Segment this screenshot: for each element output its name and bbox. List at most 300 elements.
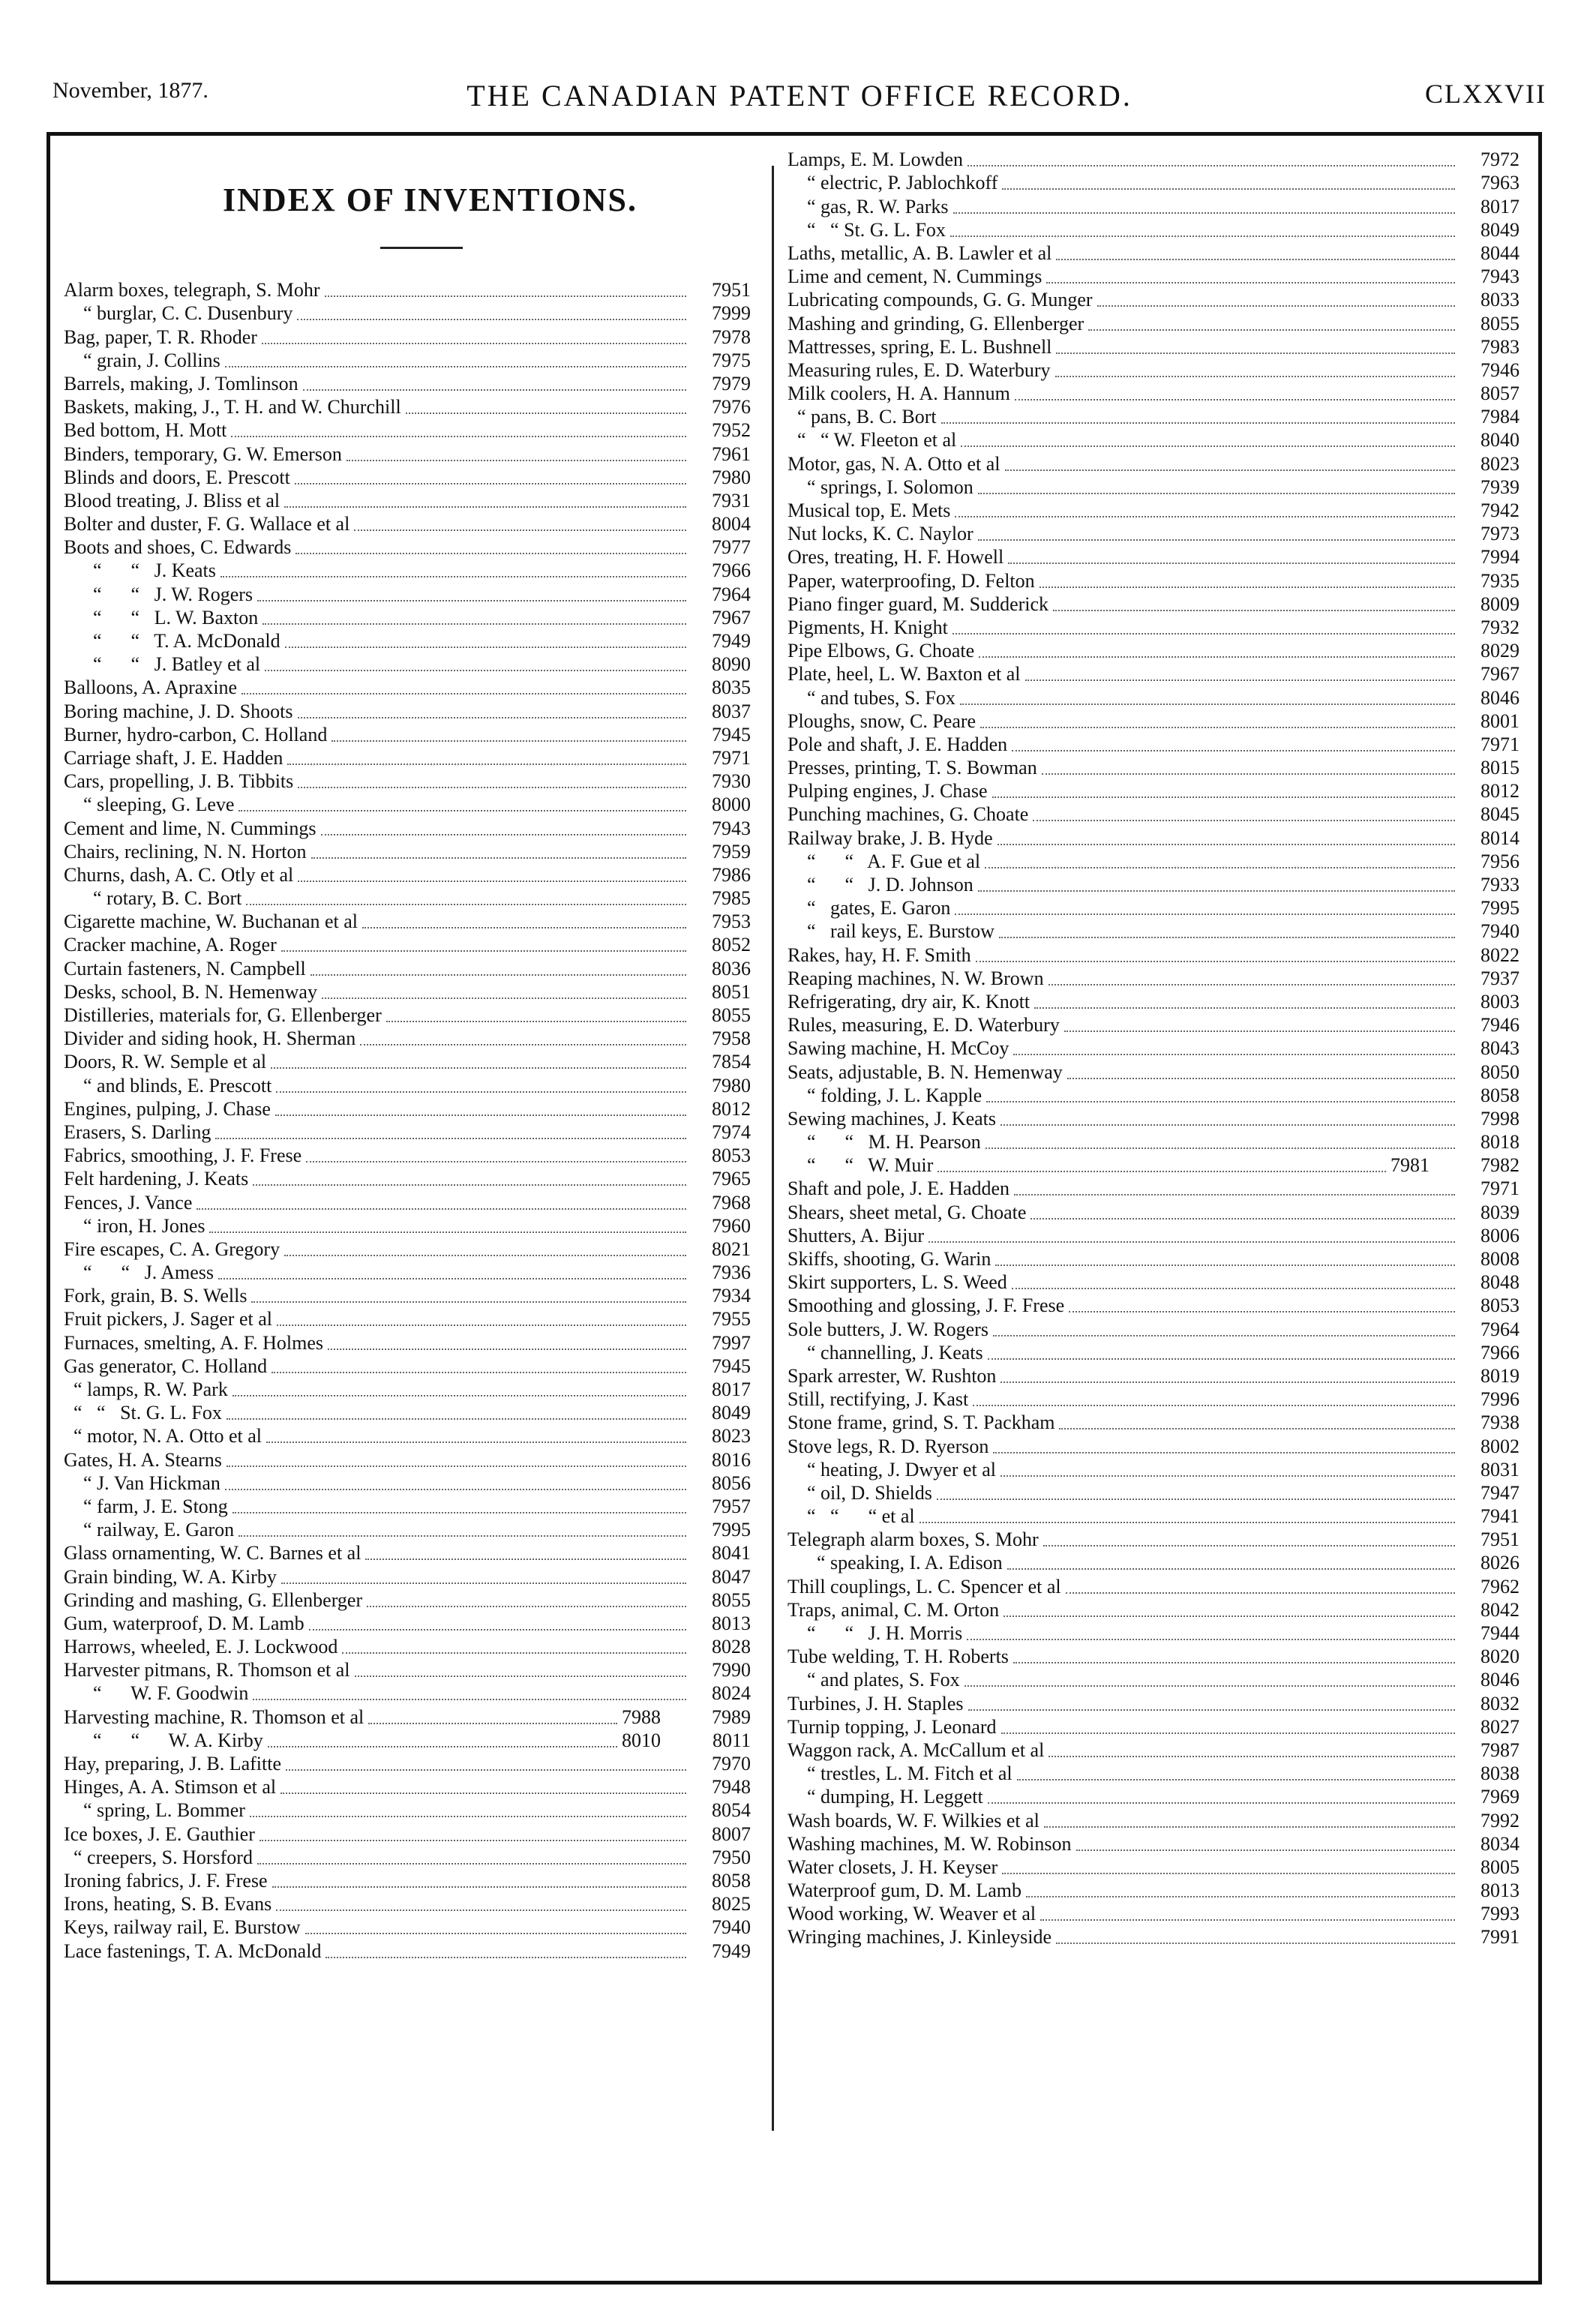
entry-text: “ “ W. Fleeton et al bbox=[788, 429, 957, 452]
entry-text: Wringing machines, J. Kinleyside bbox=[788, 1926, 1052, 1948]
entry-patent-number: 7996 bbox=[1480, 1388, 1520, 1411]
header-title: THE CANADIAN PATENT OFFICE RECORD. bbox=[466, 79, 1132, 112]
entry-text: Ores, treating, H. F. Howell bbox=[788, 546, 1004, 568]
entry-text: “ rotary, B. C. Bort bbox=[64, 887, 242, 910]
dot-leader bbox=[309, 1629, 686, 1630]
entry-text: Fabrics, smoothing, J. F. Frese bbox=[64, 1144, 302, 1167]
index-entry bbox=[788, 568, 1520, 592]
index-entry bbox=[788, 1925, 1520, 1948]
entry-text: “ J. Van Hickman bbox=[64, 1472, 220, 1494]
index-entry bbox=[788, 242, 1520, 265]
entry-text: “ and blinds, E. Prescott bbox=[64, 1074, 272, 1096]
dot-leader bbox=[1013, 1662, 1455, 1664]
entry-patent-number: 8026 bbox=[1480, 1552, 1520, 1574]
entry-patent-number: 7973 bbox=[1480, 523, 1520, 545]
entry-patent-number: 7943 bbox=[712, 817, 751, 839]
entry-patent-number: 7983 bbox=[1480, 335, 1520, 358]
entry-patent-number: 8036 bbox=[712, 957, 751, 980]
entry-text: Punching machines, G. Choate bbox=[788, 803, 1029, 826]
dot-leader bbox=[953, 212, 1456, 214]
index-entry bbox=[788, 1808, 1520, 1832]
index-entry bbox=[788, 1411, 1520, 1434]
dot-leader bbox=[285, 646, 686, 648]
entry-text: Harrows, wheeled, E. J. Lockwood bbox=[64, 1636, 338, 1658]
entry-text: Burner, hydro-carbon, C. Holland bbox=[64, 723, 328, 746]
entry-text: “ trestles, L. M. Fitch et al bbox=[788, 1762, 1012, 1785]
index-entry bbox=[64, 1144, 751, 1167]
dot-leader bbox=[980, 727, 1455, 728]
entry-patent-number: 7957 bbox=[712, 1495, 751, 1517]
entry-text: Skiffs, shooting, G. Warin bbox=[788, 1248, 992, 1270]
entry-text: “ “ St. G. L. Fox bbox=[64, 1402, 222, 1424]
dot-leader bbox=[978, 493, 1455, 494]
entry-text: Divider and siding hook, H. Sherman bbox=[64, 1028, 356, 1050]
entry-patent-number: 8008 bbox=[1480, 1248, 1520, 1270]
index-entry bbox=[788, 639, 1520, 662]
index-entry bbox=[64, 1892, 751, 1916]
entry-text: Still, rectifying, J. Kast bbox=[788, 1388, 969, 1411]
index-entry bbox=[788, 1622, 1520, 1645]
entry-patent-number: 8049 bbox=[712, 1402, 751, 1424]
index-title: INDEX OF INVENTIONS. bbox=[223, 182, 638, 218]
index-entry bbox=[64, 1424, 751, 1448]
dot-leader bbox=[1088, 329, 1455, 331]
entry-patent-number: 8003 bbox=[1480, 990, 1520, 1012]
index-entry bbox=[788, 1738, 1520, 1762]
right-entry-list bbox=[788, 148, 1520, 1948]
index-entry bbox=[64, 1027, 751, 1050]
entry-text: Tube welding, T. H. Roberts bbox=[788, 1646, 1009, 1668]
entry-patent-number: 8040 bbox=[1480, 429, 1520, 452]
index-entry bbox=[788, 1341, 1520, 1364]
dot-leader bbox=[209, 1232, 686, 1233]
entry-patent-number: 7945 bbox=[712, 723, 751, 746]
index-entry bbox=[788, 1481, 1520, 1504]
index-entry bbox=[788, 1294, 1520, 1317]
dot-leader bbox=[250, 1816, 686, 1817]
index-entry bbox=[64, 606, 751, 629]
entry-text: Spark arrester, W. Rushton bbox=[788, 1364, 997, 1387]
dot-leader bbox=[368, 1723, 617, 1724]
entry-patent-number: 7958 bbox=[712, 1028, 751, 1050]
dot-leader bbox=[251, 1301, 686, 1303]
dot-leader bbox=[367, 1606, 686, 1607]
entry-patent-number: 7932 bbox=[1480, 616, 1520, 638]
dot-leader bbox=[1066, 1592, 1455, 1594]
dot-leader bbox=[342, 1652, 686, 1654]
entry-patent-number: 8013 bbox=[1480, 1880, 1520, 1902]
dot-leader bbox=[1044, 1826, 1455, 1828]
dot-leader bbox=[260, 1840, 686, 1841]
dot-leader bbox=[310, 974, 686, 976]
index-entry bbox=[64, 1238, 751, 1261]
dot-leader bbox=[226, 1466, 686, 1467]
index-entry bbox=[788, 194, 1520, 218]
entry-patent-number: 8017 bbox=[1480, 195, 1520, 218]
entry-text: “ gas, R. W. Parks bbox=[788, 195, 949, 218]
dot-leader bbox=[295, 483, 686, 484]
entry-extra-number: 7981 bbox=[1390, 1154, 1430, 1177]
entry-patent-number: 8037 bbox=[712, 700, 751, 722]
dot-leader bbox=[1059, 1428, 1455, 1430]
index-entry bbox=[788, 1060, 1520, 1083]
entry-text: “ “ W. A. Kirby bbox=[64, 1729, 263, 1751]
entry-text: Sewing machines, J. Keats bbox=[788, 1107, 997, 1130]
dot-leader bbox=[246, 904, 686, 905]
dot-leader bbox=[253, 1184, 686, 1186]
dot-leader bbox=[1001, 1732, 1455, 1734]
entry-text: Rakes, hay, H. F. Smith bbox=[788, 944, 971, 966]
index-entry bbox=[788, 1200, 1520, 1223]
title-rule bbox=[380, 247, 463, 249]
index-entry bbox=[788, 802, 1520, 826]
entry-text: Pole and shaft, J. E. Hadden bbox=[788, 733, 1008, 755]
dot-leader bbox=[1056, 1942, 1455, 1944]
entry-text: “ folding, J. L. Kapple bbox=[788, 1084, 982, 1106]
entry-text: Fences, J. Vance bbox=[64, 1191, 193, 1214]
index-entry bbox=[64, 956, 751, 980]
index-entry bbox=[64, 1050, 751, 1073]
entry-text: “ grain, J. Collins bbox=[64, 349, 220, 371]
dot-leader bbox=[287, 764, 686, 765]
dot-leader bbox=[354, 530, 686, 531]
entry-text: Shutters, A. Bijur bbox=[788, 1224, 925, 1246]
index-entry bbox=[64, 536, 751, 559]
entry-text: Erasers, S. Darling bbox=[64, 1120, 212, 1143]
entry-patent-number: 7980 bbox=[712, 1074, 751, 1096]
dot-leader bbox=[1097, 305, 1455, 307]
entry-text: “ farm, J. E. Stong bbox=[64, 1495, 228, 1517]
entry-text: Lubricating compounds, G. G. Munger bbox=[788, 289, 1093, 311]
dot-leader bbox=[257, 1863, 686, 1864]
entry-text: “ and plates, S. Fox bbox=[788, 1669, 960, 1691]
entry-text: Sawing machine, H. McCoy bbox=[788, 1037, 1010, 1060]
entry-patent-number: 8025 bbox=[712, 1893, 751, 1916]
entry-text: Curtain fasteners, N. Campbell bbox=[64, 957, 306, 980]
index-entry bbox=[788, 311, 1520, 334]
entry-text: Lace fastenings, T. A. McDonald bbox=[64, 1940, 322, 1962]
entry-patent-number: 7948 bbox=[712, 1776, 751, 1798]
dot-leader bbox=[920, 1522, 1455, 1523]
index-entry bbox=[788, 1130, 1520, 1154]
entry-text: Waterproof gum, D. M. Lamb bbox=[788, 1880, 1022, 1902]
dot-leader bbox=[1048, 984, 1455, 986]
dot-leader bbox=[355, 1676, 686, 1677]
index-entry bbox=[788, 171, 1520, 194]
dot-leader bbox=[286, 1769, 686, 1771]
entry-patent-number: 7969 bbox=[1480, 1786, 1520, 1808]
index-entry bbox=[788, 1504, 1520, 1528]
dot-leader bbox=[1004, 1616, 1455, 1617]
entry-text: Wash boards, W. F. Wilkies et al bbox=[788, 1809, 1040, 1832]
entry-patent-number: 8050 bbox=[1480, 1060, 1520, 1083]
index-entry bbox=[788, 1668, 1520, 1691]
index-entry bbox=[64, 770, 751, 793]
entry-patent-number: 8048 bbox=[1480, 1271, 1520, 1294]
entry-text: Boots and shoes, C. Edwards bbox=[64, 536, 292, 559]
entry-text: “ “ T. A. McDonald bbox=[64, 630, 280, 652]
index-entry bbox=[788, 850, 1520, 873]
index-entry bbox=[788, 662, 1520, 686]
entry-patent-number: 7972 bbox=[1480, 148, 1520, 171]
dot-leader bbox=[1033, 820, 1455, 821]
index-entry bbox=[788, 1317, 1520, 1340]
entry-patent-number: 7989 bbox=[712, 1706, 751, 1728]
entry-text: Cement and lime, N. Cummings bbox=[64, 817, 316, 839]
index-entry bbox=[788, 148, 1520, 171]
entry-patent-number: 8039 bbox=[1480, 1201, 1520, 1223]
index-entry bbox=[788, 826, 1520, 849]
entry-patent-number: 8009 bbox=[1480, 592, 1520, 615]
dot-leader bbox=[276, 1091, 686, 1093]
index-entry bbox=[64, 1916, 751, 1939]
entry-text: Gas generator, C. Holland bbox=[64, 1354, 268, 1377]
dot-leader bbox=[1067, 1078, 1455, 1079]
dot-leader bbox=[1000, 1382, 1455, 1383]
index-entry bbox=[788, 335, 1520, 358]
index-entry bbox=[788, 1388, 1520, 1411]
index-entry bbox=[64, 1518, 751, 1541]
entry-patent-number: 8038 bbox=[1480, 1762, 1520, 1785]
entry-patent-number: 7949 bbox=[712, 630, 751, 652]
dot-leader bbox=[1042, 773, 1455, 775]
dot-leader bbox=[332, 740, 686, 742]
dot-leader bbox=[326, 1957, 686, 1958]
entry-text: Paper, waterproofing, D. Felton bbox=[788, 569, 1035, 592]
index-entry bbox=[64, 676, 751, 699]
entry-text: Bed bottom, H. Mott bbox=[64, 419, 227, 442]
entry-patent-number: 7935 bbox=[1480, 569, 1520, 592]
dot-leader bbox=[1025, 680, 1456, 681]
entry-patent-number: 8054 bbox=[712, 1799, 751, 1822]
entry-text: Ironing fabrics, J. F. Frese bbox=[64, 1869, 268, 1892]
index-entry bbox=[788, 428, 1520, 452]
dot-leader bbox=[1040, 586, 1455, 588]
entry-patent-number: 7939 bbox=[1480, 476, 1520, 498]
index-entry bbox=[64, 1004, 751, 1027]
entry-text: Ploughs, snow, C. Peare bbox=[788, 710, 976, 732]
dot-leader bbox=[964, 1685, 1455, 1687]
entry-text: Gum, waterproof, D. M. Lamb bbox=[64, 1612, 304, 1634]
entry-patent-number: 8015 bbox=[1480, 757, 1520, 779]
dot-leader bbox=[986, 1101, 1455, 1102]
index-entry bbox=[788, 990, 1520, 1013]
dot-leader bbox=[973, 1405, 1455, 1406]
dot-leader bbox=[993, 1452, 1455, 1454]
dot-leader bbox=[262, 343, 686, 344]
index-entry bbox=[64, 1705, 751, 1728]
index-entry bbox=[788, 265, 1520, 288]
dot-leader bbox=[961, 446, 1455, 447]
index-entry bbox=[788, 1270, 1520, 1294]
index-entry bbox=[788, 1224, 1520, 1247]
index-entry bbox=[64, 278, 751, 302]
dot-leader bbox=[988, 1358, 1455, 1360]
entry-text: Presses, printing, T. S. Bowman bbox=[788, 757, 1037, 779]
dot-leader bbox=[1030, 1218, 1455, 1220]
dot-leader bbox=[225, 366, 686, 368]
dot-leader bbox=[1013, 1054, 1455, 1055]
entry-text: “ “ L. W. Baxton bbox=[64, 606, 259, 628]
dot-leader bbox=[960, 704, 1455, 705]
entry-patent-number: 7931 bbox=[712, 489, 751, 512]
dot-leader bbox=[1055, 376, 1455, 377]
entry-text: “ burglar, C. C. Dusenbury bbox=[64, 302, 293, 325]
index-entry bbox=[788, 967, 1520, 990]
entry-text: Stone frame, grind, S. T. Packham bbox=[788, 1412, 1055, 1434]
entry-text: Binders, temporary, G. W. Emerson bbox=[64, 442, 342, 465]
index-entry bbox=[64, 1798, 751, 1822]
entry-patent-number: 7945 bbox=[712, 1354, 751, 1377]
entry-text: “ W. F. Goodwin bbox=[64, 1682, 249, 1705]
index-entry bbox=[788, 779, 1520, 802]
entry-text: Measuring rules, E. D. Waterbury bbox=[788, 358, 1051, 381]
entry-text: “ sleeping, G. Leve bbox=[64, 794, 235, 816]
entry-patent-number: 8041 bbox=[712, 1542, 751, 1564]
entry-patent-number: 7936 bbox=[712, 1262, 751, 1284]
index-entry bbox=[788, 873, 1520, 896]
index-entry bbox=[64, 816, 751, 839]
index-entry bbox=[788, 756, 1520, 779]
entry-text: “ rail keys, E. Burstow bbox=[788, 920, 994, 943]
entry-patent-number: 7995 bbox=[1480, 897, 1520, 920]
entry-patent-number: 8035 bbox=[712, 676, 751, 699]
dot-leader bbox=[311, 857, 686, 859]
dot-leader bbox=[268, 1746, 617, 1748]
entry-patent-number: 7930 bbox=[712, 770, 751, 793]
entry-patent-number: 7992 bbox=[1480, 1809, 1520, 1832]
entry-text: “ “ A. F. Gue et al bbox=[788, 850, 981, 872]
entry-text: Harvester pitmans, R. Thomson et al bbox=[64, 1659, 350, 1682]
entry-patent-number: 7951 bbox=[1480, 1528, 1520, 1551]
dot-leader bbox=[321, 834, 686, 836]
dot-leader bbox=[978, 890, 1455, 892]
entry-patent-number: 7944 bbox=[1480, 1622, 1520, 1644]
index-entry bbox=[64, 1120, 751, 1144]
dot-leader bbox=[297, 319, 686, 320]
entry-patent-number: 8032 bbox=[1480, 1692, 1520, 1714]
dot-leader bbox=[1008, 562, 1455, 564]
entry-text: “ “ W. Muir bbox=[788, 1154, 934, 1177]
entry-text: Doors, R. W. Semple et al bbox=[64, 1051, 267, 1073]
dot-leader bbox=[386, 1021, 686, 1022]
index-entry bbox=[788, 499, 1520, 522]
dot-leader bbox=[1017, 1779, 1455, 1780]
entry-text: “ “ St. G. L. Fox bbox=[788, 218, 946, 241]
dot-leader bbox=[298, 787, 686, 788]
entry-patent-number: 7963 bbox=[1480, 172, 1520, 194]
dot-leader bbox=[1014, 1194, 1455, 1196]
index-entry bbox=[64, 1401, 751, 1424]
dot-leader bbox=[266, 1442, 686, 1443]
entry-text: Nut locks, K. C. Naylor bbox=[788, 523, 974, 545]
index-entry bbox=[64, 1564, 751, 1588]
entry-patent-number: 7971 bbox=[1480, 1178, 1520, 1200]
index-entry bbox=[788, 1762, 1520, 1785]
entry-patent-number: 8045 bbox=[1480, 803, 1520, 826]
entry-text: “ motor, N. A. Otto et al bbox=[64, 1425, 262, 1448]
dot-leader bbox=[305, 1933, 686, 1934]
index-entry bbox=[788, 476, 1520, 499]
entry-text: Balloons, A. Apraxine bbox=[64, 676, 238, 699]
entry-patent-number: 7937 bbox=[1480, 967, 1520, 989]
index-entry bbox=[788, 1528, 1520, 1551]
dot-leader bbox=[196, 1208, 686, 1210]
entry-text: “ “ J. D. Johnson bbox=[788, 874, 974, 896]
index-entry bbox=[64, 418, 751, 442]
entry-text: Seats, adjustable, B. N. Hemenway bbox=[788, 1060, 1063, 1083]
entry-text: “ lamps, R. W. Park bbox=[64, 1378, 228, 1400]
entry-patent-number: 8031 bbox=[1480, 1458, 1520, 1480]
index-entry bbox=[788, 686, 1520, 709]
index-entry bbox=[788, 1013, 1520, 1036]
index-entry bbox=[788, 1902, 1520, 1925]
entry-text: Pigments, H. Knight bbox=[788, 616, 948, 638]
entry-text: Chairs, reclining, N. N. Horton bbox=[64, 840, 307, 862]
entry-patent-number: 7959 bbox=[712, 840, 751, 862]
dot-leader bbox=[1000, 1475, 1455, 1477]
dot-leader bbox=[325, 296, 686, 297]
index-entry bbox=[64, 1307, 751, 1330]
entry-text: “ iron, H. Jones bbox=[64, 1214, 206, 1237]
column-divider bbox=[772, 166, 774, 2131]
dot-leader bbox=[271, 1067, 686, 1069]
index-entry bbox=[788, 1785, 1520, 1808]
entry-text: Harvesting machine, R. Thomson et al bbox=[64, 1706, 364, 1728]
entry-text: “ electric, P. Jablochkoff bbox=[788, 172, 998, 194]
entry-patent-number: 7940 bbox=[1480, 920, 1520, 943]
entry-text: Stove legs, R. D. Ryerson bbox=[788, 1435, 989, 1457]
index-entry bbox=[64, 1939, 751, 1962]
entry-patent-number: 7942 bbox=[1480, 500, 1520, 521]
entry-text: “ dumping, H. Leggett bbox=[788, 1786, 983, 1808]
index-entry bbox=[64, 582, 751, 605]
entry-text: Furnaces, smelting, A. F. Holmes bbox=[64, 1331, 324, 1354]
dot-leader bbox=[1002, 188, 1455, 190]
dot-leader bbox=[952, 633, 1455, 634]
dot-leader bbox=[1043, 1545, 1455, 1546]
entry-text: “ and tubes, S. Fox bbox=[788, 686, 956, 709]
entry-text: Shaft and pole, J. E. Hadden bbox=[788, 1178, 1010, 1200]
entry-text: Lime and cement, N. Cummings bbox=[788, 266, 1042, 288]
entry-text: “ “ M. H. Pearson bbox=[788, 1131, 981, 1154]
dot-leader bbox=[1007, 1568, 1455, 1570]
entry-text: “ springs, I. Solomon bbox=[788, 476, 974, 498]
index-entry bbox=[788, 1645, 1520, 1668]
entry-text: Shears, sheet metal, G. Choate bbox=[788, 1201, 1027, 1223]
index-entry bbox=[64, 1495, 751, 1518]
dot-leader bbox=[1046, 282, 1455, 284]
index-entry bbox=[64, 793, 751, 816]
index-entry bbox=[64, 1635, 751, 1658]
entry-patent-number: 7985 bbox=[712, 887, 751, 910]
index-entry bbox=[64, 1869, 751, 1892]
dot-leader bbox=[1056, 352, 1455, 354]
entry-text: “ “ J. W. Rogers bbox=[64, 583, 254, 605]
index-entry bbox=[64, 886, 751, 910]
entry-patent-number: 8014 bbox=[1480, 826, 1520, 849]
entry-patent-number: 8058 bbox=[712, 1869, 751, 1892]
index-entry bbox=[64, 1448, 751, 1471]
entry-patent-number: 7951 bbox=[712, 279, 751, 302]
index-entry bbox=[788, 358, 1520, 382]
index-entry bbox=[64, 933, 751, 956]
index-entry bbox=[64, 1612, 751, 1635]
dot-leader bbox=[242, 693, 686, 694]
entry-text: Pulping engines, J. Chase bbox=[788, 780, 988, 802]
entry-patent-number: 8021 bbox=[712, 1238, 751, 1260]
entry-text: Boring machine, J. D. Shoots bbox=[64, 700, 293, 722]
